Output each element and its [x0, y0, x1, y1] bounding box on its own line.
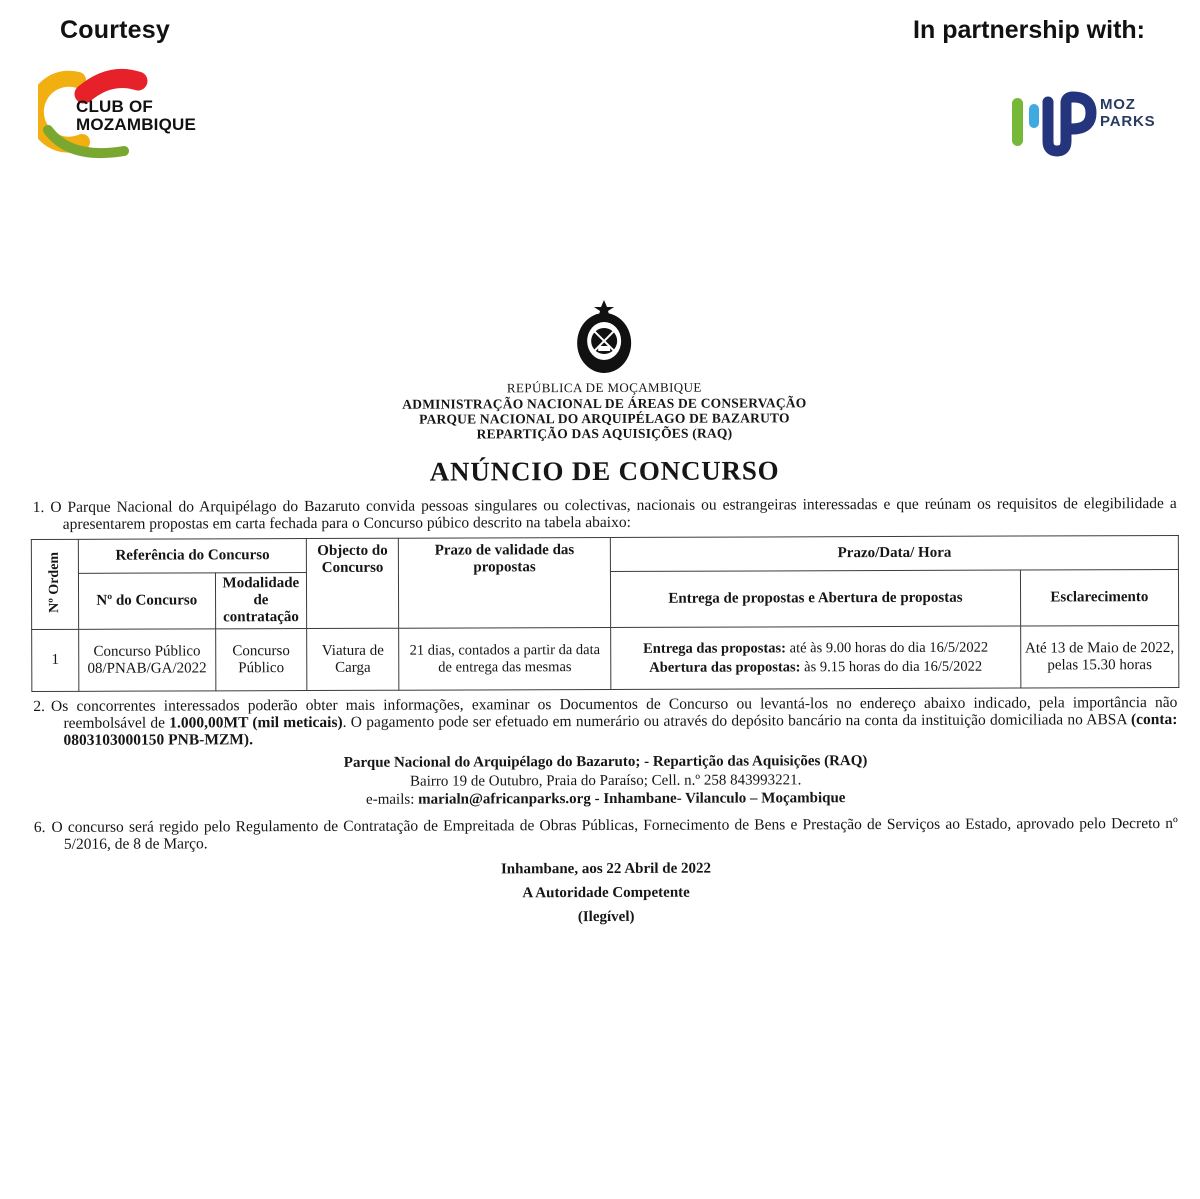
col-header-entrega-abertura: Entrega de propostas e Abertura de propostas — [611, 570, 1021, 627]
closing-block — [32, 858, 1180, 927]
col-header-no-ordem: Nº Ordem — [31, 539, 78, 629]
col-header-referencia: Referência do Concurso — [78, 539, 306, 574]
closing-date: Inhambane, aos 22 Abril de 2022 — [500, 860, 712, 877]
club-logo-wordmark — [76, 98, 196, 134]
paragraph-1-text: O Parque Nacional do Arquipélago do Bazaruto convida pessoas singulares ou colectivas, nacionais ou estrangeiras interessadas e que reúnam os requisitos de elegibilidade a apresentarem propostas em carta fechada para o Concurso púbico descrito na tabela abaixo: — [50, 494, 1177, 533]
closing-signature: (Ilegível) — [577, 908, 635, 925]
address-line-1: Parque Nacional do Arquipélago do Bazaruto; - Repartição das Aquisições (RAQ) — [343, 753, 868, 771]
moz-parks-logo[interactable] — [1008, 84, 1158, 174]
moz-parks-text-line2: PARKS — [1100, 113, 1156, 130]
paragraph-2-bold-1: 1.000,00MT (mil meticais) — [169, 713, 343, 732]
table-row — [32, 625, 1179, 691]
col-header-esclarecimento: Esclarecimento — [1020, 569, 1179, 626]
paragraph-2-text-1: Os concorrentes interessados poderão obter mais informações, examinar os Documentos de Concurso ou levantá-los no endereço abaixo indicado, pela importância não reembolsável de — [51, 693, 1178, 732]
org-line-2: PARQUE NACIONAL DO ARQUIPÉLAGO DE BAZARUTO — [419, 410, 790, 427]
club-logo-text-line2: MOZAMBIQUE — [76, 115, 197, 134]
paragraph-2-number: 2. — [33, 697, 46, 715]
cell-ordem: 1 — [32, 629, 79, 691]
club-of-mozambique-logo[interactable] — [38, 68, 228, 172]
tender-table — [31, 535, 1180, 692]
scanned-document — [30, 296, 1180, 935]
org-line-3: REPARTIÇÃO DAS AQUISIÇÕES (RAQ) — [476, 425, 733, 442]
club-logo-text-line1: CLUB OF — [76, 97, 153, 116]
paragraph-2 — [33, 694, 1177, 749]
paragraph-6-number: 6. — [33, 818, 46, 836]
col-header-prazo-validade: Prazo de validade das propostas — [398, 537, 611, 628]
moz-parks-wordmark — [1100, 96, 1155, 130]
address-line-2: Bairro 19 de Outubro, Praia do Paraíso; Cell. n.º 258 843993221. — [410, 771, 802, 790]
cell-objecto: Viatura de Carga — [307, 628, 399, 690]
org-line-1: ADMINISTRAÇÃO NACIONAL DE ÁREAS DE CONSERVAÇÃO — [402, 395, 807, 412]
closing-authority: A Autoridade Competente — [522, 884, 690, 901]
col-header-objecto: Objecto do Concurso — [307, 538, 399, 628]
col-header-no-concurso: Nº do Concurso — [78, 573, 215, 629]
col-header-modalidade: Modalidade de contratação — [215, 573, 307, 629]
contact-address-block — [32, 751, 1180, 811]
col-header-prazo-data-hora: Prazo/Data/ Hora — [611, 535, 1179, 571]
cell-no-concurso: Concurso Público 08/PNAB/GA/2022 — [79, 629, 216, 691]
document-title: ANÚNCIO DE CONCURSO — [429, 455, 780, 487]
contact-email: marialn@africanparks.org — [418, 791, 591, 808]
entrega-line: Entrega das propostas: até às 9.00 horas do dia 16/5/2022 — [643, 639, 989, 657]
mozambique-emblem-icon — [566, 298, 642, 376]
paragraph-1-number: 1. — [32, 498, 45, 516]
address-line-3: e-mails: marialn@africanparks.org - Inhambane- Vilanculo – Moçambique — [366, 790, 846, 808]
paragraph-1 — [33, 495, 1177, 533]
paragraph-6-text: O concurso será regido pelo Regulamento de Contratação de Empreitada de Obras Públicas, Fornecimento de Bens e Prestação de Serviços ao Estado, aprovado pelo Decreto nº 5/2016, de 8 de Março. — [51, 814, 1178, 853]
cell-prazo-validade: 21 dias, contados a partir da data de entrega das mesmas — [399, 627, 611, 690]
cell-modalidade: Concurso Público — [215, 629, 307, 691]
paragraph-2-text-2: . O pagamento pode ser efetuado em numerário ou através do depósito bancário na conta da instituição domiciliada no ABSA — [342, 711, 1131, 731]
abertura-line: Abertura das propostas: às 9.15 horas do dia 16/5/2022 — [649, 658, 983, 676]
republic-line: REPÚBLICA DE MOÇAMBIQUE — [506, 379, 702, 396]
paragraph-6 — [34, 814, 1178, 852]
letterhead — [30, 296, 1178, 443]
moz-parks-text-line1: MOZ — [1100, 96, 1136, 113]
courtesy-label: Courtesy — [60, 16, 170, 44]
paragraph-2-bold-2: (conta: 0803103000150 PNB-MZM). — [63, 710, 1178, 749]
partnership-label: In partnership with: — [913, 16, 1145, 44]
cell-entrega-abertura — [611, 626, 1021, 689]
cell-esclarecimento: Até 13 de Maio de 2022, pelas 15.30 horas — [1020, 625, 1179, 688]
